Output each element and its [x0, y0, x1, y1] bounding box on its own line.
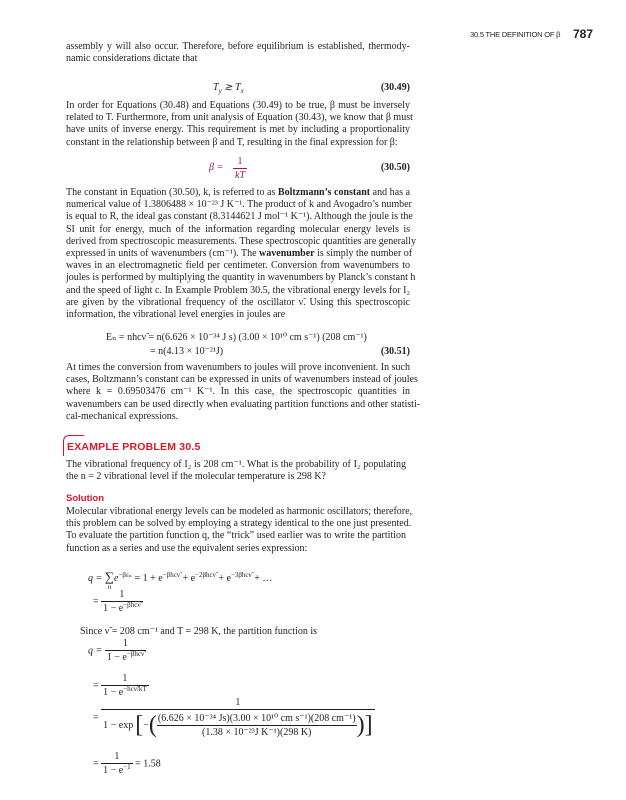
key-term: wavenumber [259, 247, 315, 259]
inner-numerator: (6.626 × 10⁻³⁴ Js)(3.00 × 10¹⁰ cm s⁻¹)(208 cm⁻¹) [157, 712, 356, 724]
text-line: this problem can be solved by employing a strategy identical to the one just presented. [66, 518, 412, 530]
fraction-denominator: $1 - e^{-\beta hc\nũ}$ [106, 650, 145, 663]
text-segment: The constant in Equation (30.50), k, is referred to as [66, 187, 278, 198]
text-line: the n = 2 vibrational level if the molecular temperature is 298 K? [66, 471, 326, 483]
text-line: information, the vibrational level energies in joules are [66, 308, 286, 320]
text-line: numerical value of 1.3806488 × 10⁻²³ J K⁻¹. The product of k and Avogadro’s number [66, 199, 412, 211]
text-line: function as a series and use the equivalent series expression: [66, 542, 308, 554]
text-line: cal-mechanical expressions. [66, 410, 179, 422]
term: = 1 + e [131, 573, 163, 584]
bracket-close: ] [364, 712, 373, 738]
fraction-denominator [101, 710, 374, 740]
text-line: cases, Boltzmann’s constant can be expressed in units of wavenumbers instead of joules [66, 374, 418, 386]
text-line: assembly y will also occur. Therefore, before equilibrium is established, thermody- [66, 41, 410, 52]
fraction-numerator: 1 [101, 750, 133, 764]
paren-close: ) [356, 712, 365, 738]
page-number: 787 [572, 27, 593, 41]
term: + e [215, 573, 231, 584]
partition-step-1 [88, 637, 146, 665]
text-line: is equal to R, the ideal gas constant (8.3144621 J mol⁻¹ K⁻¹). Although the joule is the [66, 211, 413, 223]
text-line: related to T. Furthermore, from unit analysis of Equation (30.43), we know that β must [66, 112, 413, 124]
q-symbol: q = [88, 645, 103, 657]
equation-30-51 [66, 332, 410, 360]
equals: = [93, 758, 99, 770]
paragraph-1 [66, 41, 410, 65]
equation-number: (30.51) [380, 346, 410, 357]
minus-sign: − [143, 719, 149, 731]
solution-text [66, 506, 413, 555]
solution-label: Solution [66, 493, 104, 504]
text-line: derived from spectroscopic measurements. These spectroscopic quantities are generally [66, 235, 416, 247]
text-line: SI unit for energy, much of the information regarding molecular energy levels is [66, 223, 410, 235]
text-line: To evaluate the partition function q, the “trick” used earlier was to write the partition [66, 530, 406, 542]
closed-form-equation [93, 588, 143, 616]
text-segment: is simply the number of [314, 247, 413, 259]
text-segment: expressed in units of wavenumbers (cm⁻¹). The [66, 247, 260, 259]
since-text: Since ν̃ = 208 cm⁻¹ and T = 298 K, the partition function is [80, 626, 318, 637]
denominator-prefix: 1 − exp [103, 719, 134, 731]
exponent: −βεₙ [118, 571, 132, 579]
eq-lhs: T [213, 82, 219, 93]
paragraph-3 [66, 187, 416, 321]
equation-number: (30.50) [380, 162, 410, 173]
bracket-open: [ [135, 712, 144, 738]
paragraph-2 [66, 100, 413, 149]
equation-line-2: = n(4.13 × 10⁻²¹J) [150, 346, 224, 357]
fraction-denominator: $1 - e^{-1}$ [103, 763, 131, 776]
fraction-denominator: $1 - e^{-\beta hc\nũ}$ [103, 601, 141, 614]
key-term: Boltzmann’s constant [277, 187, 371, 198]
fraction-numerator: 1 [233, 155, 247, 169]
sum-index: n [107, 583, 112, 591]
term: e [114, 573, 119, 584]
equals: = [93, 680, 99, 692]
text-line: The vibrational frequency of I₂ is 208 cm⁻¹. What is the probability of I₂ populating [66, 459, 406, 470]
text-line: wavenumbers can be used directly when evaluating partition functions and other statisti- [66, 398, 421, 410]
partition-step-3 [93, 696, 375, 740]
fraction-numerator: 1 [101, 672, 149, 686]
example-title: EXAMPLE PROBLEM 30.5 [67, 441, 201, 453]
exponent: −2βhcν̃ [195, 571, 216, 579]
text-line [66, 187, 410, 199]
fraction-numerator: 1 [105, 637, 146, 651]
equation-30-49 [66, 82, 410, 95]
inner-denominator: (1.38 × 10⁻²³J K⁻¹)(298 K) [202, 726, 312, 738]
text-line: are given by the vibrational frequency of the oscillator ν̃. Using this spectroscopic [66, 296, 410, 308]
text-segment: and has a [370, 187, 411, 198]
fraction-denominator: kT [235, 170, 245, 181]
term: + e [179, 573, 196, 584]
example-problem-text [66, 459, 406, 483]
eq-rhs-sub: x [240, 87, 244, 95]
q-symbol: q = [88, 573, 105, 584]
eq-lhs: β = [209, 162, 224, 173]
equals: = [93, 712, 99, 724]
text-line: where k = 0.69503476 cm⁻¹ K⁻¹. In this case, the spectroscopic quantities in [66, 386, 410, 398]
sum-symbol: ∑ [104, 569, 115, 584]
equation-line-1: Eₙ = nhcν̃ = n(6.626 × 10⁻³⁴ J s) (3.00 × 10¹⁰ cm s⁻¹) (208 cm⁻¹) [106, 332, 367, 343]
text-line: Molecular vibrational energy levels can be modeled as harmonic oscillators; therefore, [66, 506, 413, 517]
result-value: = 1.58 [135, 758, 161, 770]
equation-number: (30.49) [380, 82, 410, 93]
partition-step-4 [93, 750, 161, 778]
exponent: −3βhcν̃ [230, 571, 252, 579]
fraction-numerator: 1 [101, 588, 142, 602]
section-title: 30.5 THE DEFINITION OF β [470, 30, 561, 39]
equation-30-50 [66, 155, 410, 185]
eq-relation: ≳ T [221, 82, 241, 93]
fraction-denominator: $1 - e^{-hc\nũ/kT}$ [103, 685, 147, 698]
term: + … [251, 573, 273, 584]
text-line: constant in the relationship between β and T, resulting in the final expression for β: [66, 136, 398, 148]
text-line: and the speed of light c. In Example Problem 30.5, the vibrational energy levels for I₂ [66, 284, 410, 296]
text-line: At times the conversion from wavenumbers to joules will prove inconvenient. In such [66, 362, 410, 373]
text-line: namic considerations dictate that [66, 53, 198, 65]
inner-fraction [157, 712, 357, 739]
text-line: joules is performed by multiplying the quantity in wavenumbers by Planck’s constant h [66, 272, 416, 284]
text-line: waves in an electromagnetic field per centimeter. Conversion from wavenumbers to [66, 260, 410, 272]
running-header [470, 27, 593, 41]
equals: = [93, 596, 99, 608]
exponent: −βhcν̃ [162, 571, 180, 579]
text-line: In order for Equations (30.48) and Equations (30.49) to be true, β must be inversely [66, 100, 410, 111]
eq-lhs-sub: y [218, 87, 222, 95]
paren-open: ( [148, 712, 157, 738]
text-line: have units of inverse energy. This requirement is met by including a proportionality [66, 124, 410, 136]
text-line [66, 247, 413, 260]
fraction-numerator: 1 [101, 696, 374, 710]
paragraph-4 [66, 362, 421, 423]
